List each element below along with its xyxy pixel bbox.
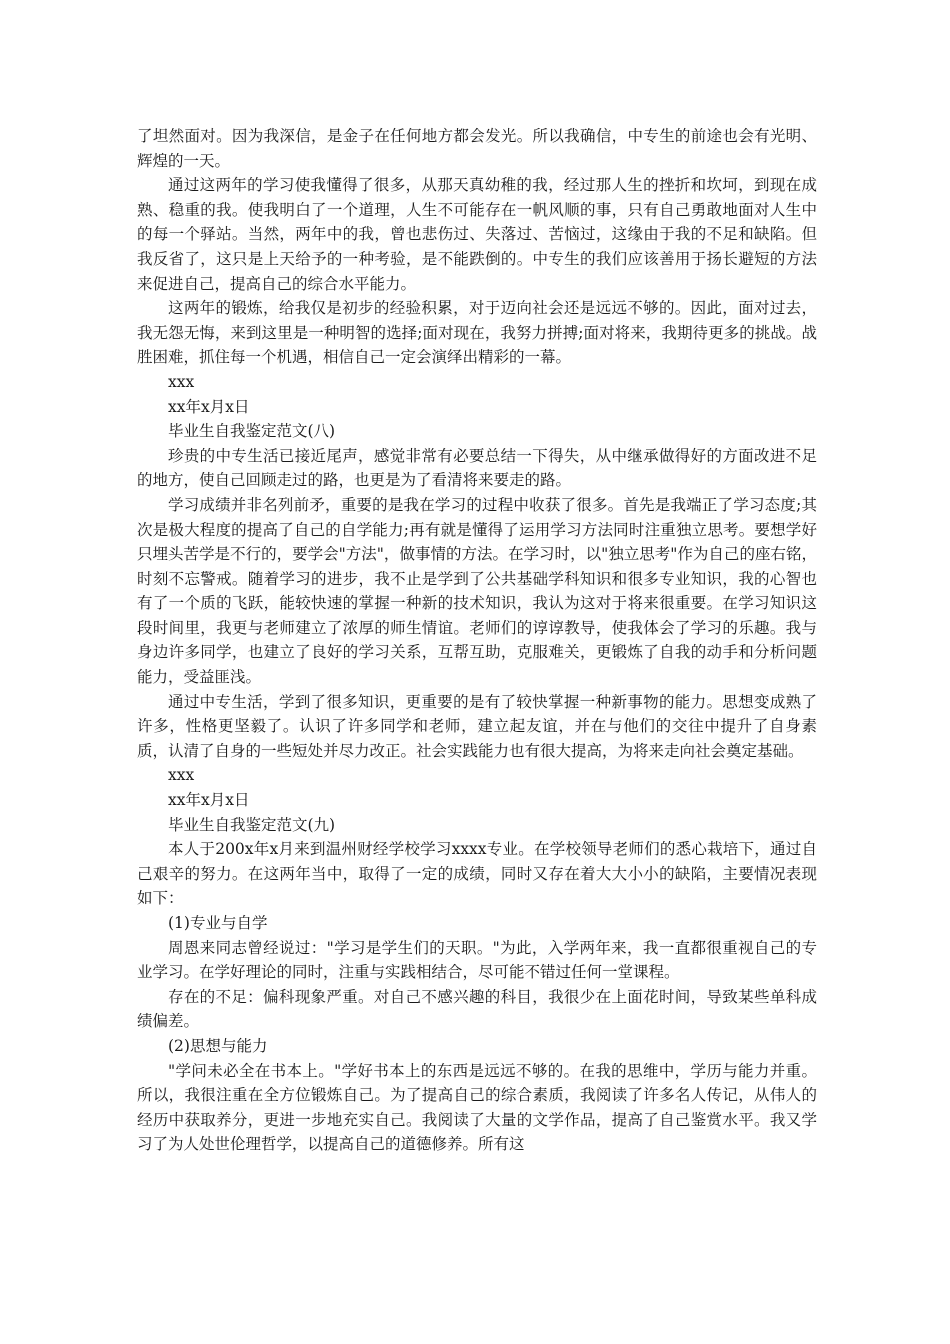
text-line: xxx	[168, 766, 195, 785]
paragraph: 通过这两年的学习使我懂得了很多，从那天真幼稚的我，经过那人生的挫折和坎坷，到现在成熟、稳重的我。使我明白了一个道理，人生不可能存在一帆风顺的事，只有自己勇敢地面对人生中的每一个驿站。当然，两年中的我，曾也悲伤过、失落过、苦恼过，这缘由于我的不足和缺陷。但我反省了，这只是上天给予的一种考验，是不能跌倒的。中专生的我们应该善用于扬长避短的方法来促进自己，提高自己的综合水平能力。	[137, 176, 817, 293]
paragraph-continued: 了坦然面对。因为我深信，是金子在任何地方都会发光。所以我确信，中专生的前途也会有光明、辉煌的一天。	[137, 127, 817, 170]
text-line: 毕业生自我鉴定范文(九)	[168, 815, 336, 834]
text-line: xx年x月x日	[168, 397, 250, 416]
paragraph: 这两年的锻炼，给我仅是初步的经验积累，对于迈向社会还是远远不够的。因此，面对过去，我无怨无悔，来到这里是一种明智的选择;面对现在，我努力拼搏;面对将来，我期待更多的挑战。战胜困难，抓住每一个机遇，相信自己一定会演绎出精彩的一幕。	[137, 299, 817, 367]
paragraph: 存在的不足：偏科现象严重。对自己不感兴趣的科目，我很少在上面花时间，导致某些单科成绩偏差。	[137, 987, 817, 1031]
text-line: xx年x月x日	[168, 791, 250, 810]
paragraph: 周恩来同志曾经说过："学习是学生们的天职。"为此，入学两年来，我一直都很重视自己的专业学习。在学好理论的同时，注重与实践相结合，尽可能不错过任何一堂课程。	[137, 938, 817, 982]
paragraph: 学习成绩并非名列前矛，重要的是我在学习的过程中收获了很多。首先是我端正了学习态度;其次是极大程度的提高了自己的自学能力;再有就是懂得了运用学习方法同时注重独立思考。要想学好只埋头苦学是不行的，要学会"方法"，做事情的方法。在学习时，以"独立思考"作为自己的座右铭，时刻不忘警戒。随着学习的进步，我不止是学到了公共基础学科知识和很多专业知识，我的心智也有了一个质的飞跃，能较快速的掌握一种新的技术知识，我认为这对于将来很重要。在学习知识这段时间里，我更与老师建立了浓厚的师生情谊。老师们的谆谆教导，使我体会了学习的乐趣。我与身边许多同学，也建立了良好的学习关系，互帮互助，克服难关，更锻炼了自我的动手和分析问题能力，受益匪浅。	[137, 495, 817, 687]
paragraph: 通过中专生活，学到了很多知识，更重要的是有了较快掌握一种新事物的能力。思想变成熟了许多，性格更坚毅了。认识了许多同学和老师，建立起友谊，并在与他们的交往中提升了自身素质，认清了自身的一些短处并尽力改正。社会实践能力也有很大提高，为将来走向社会奠定基础。	[137, 692, 817, 760]
document-page	[137, 124, 817, 1157]
text-line: (2)思想与能力	[168, 1036, 268, 1055]
paragraph: "学问未必全在书本上。"学好书本上的东西是远远不够的。在我的思维中，学历与能力并重。所以，我很注重在全方位锻炼自己。为了提高自己的综合素质，我阅读了许多名人传记，从伟人的经历中获取养分，更进一步地充实自己。我阅读了大量的文学作品，提高了自己鉴赏水平。我又学习了为人处世伦理哲学，以提高自己的道德修养。所有这	[137, 1061, 817, 1154]
text-line: 毕业生自我鉴定范文(八)	[168, 422, 336, 441]
paragraph: 本人于200x年x月来到温州财经学校学习xxxx专业。在学校领导老师们的悉心栽培下，通过自己艰辛的努力。在这两年当中，取得了一定的成绩，同时又存在着大大小小的缺陷，主要情况表现如下：	[137, 840, 817, 908]
text-line: xxx	[168, 372, 195, 391]
text-line: (1)专业与自学	[168, 914, 268, 932]
paragraph: 珍贵的中专生活已接近尾声，感觉非常有必要总结一下得失，从中继承做得好的方面改进不足的地方，使自己回顾走过的路，也更是为了看清将来要走的路。	[137, 446, 817, 490]
